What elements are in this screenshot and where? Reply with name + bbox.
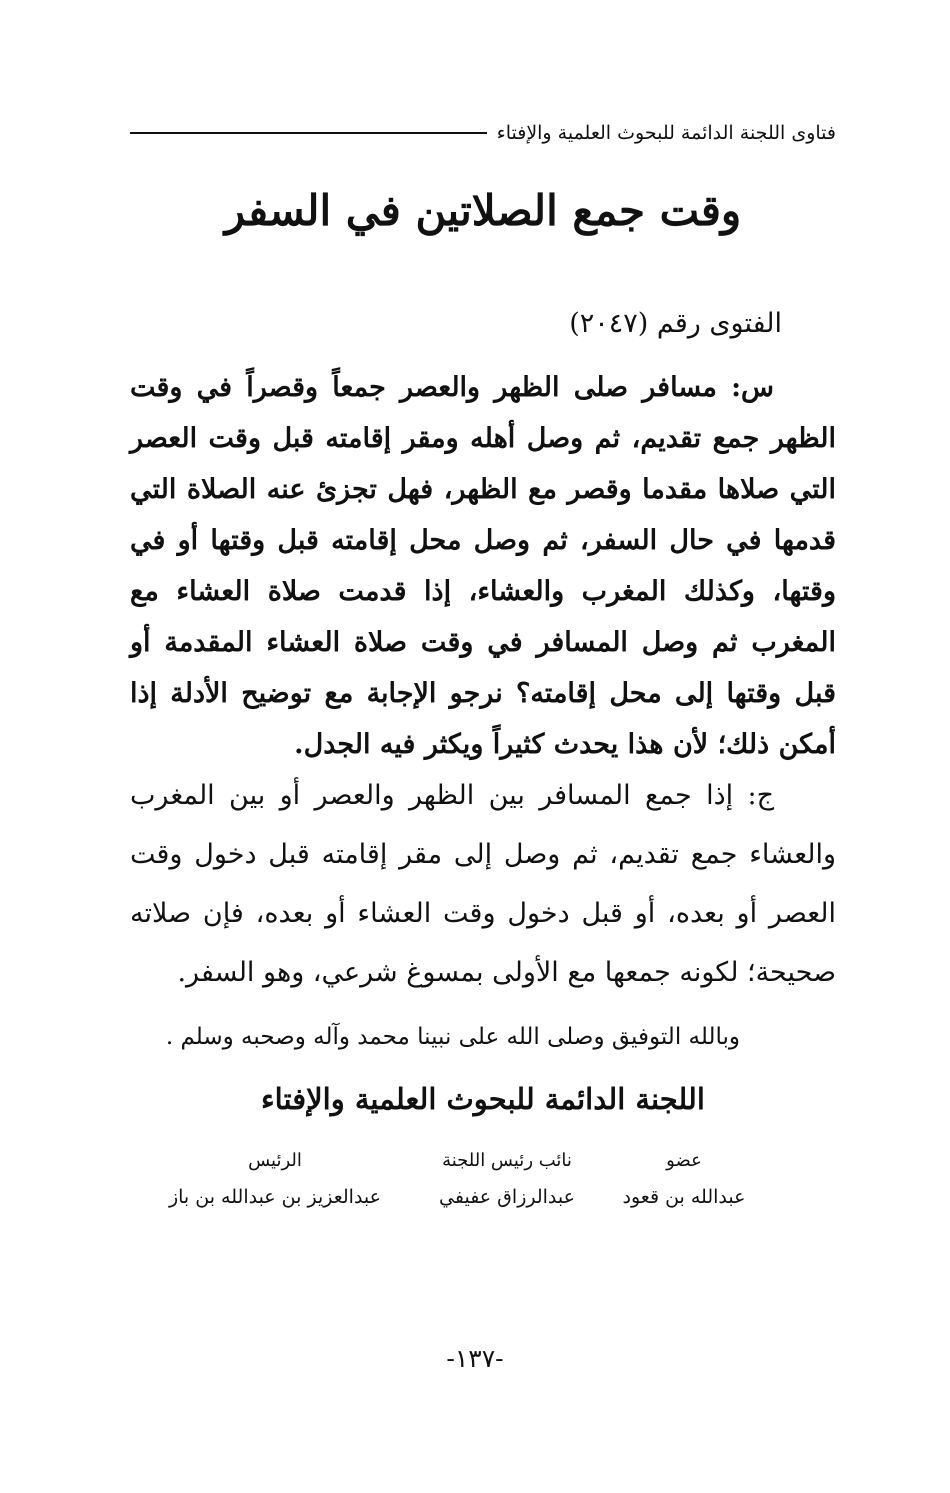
signatory-role: نائب رئيس اللجنة — [442, 1150, 572, 1171]
page-title: وقت جمع الصلاتين في السفر — [224, 186, 742, 235]
header-rule — [130, 132, 487, 134]
closing-line: وبالله التوفيق وصلى الله على نبينا محمد وآله وصحبه وسلم . — [165, 1024, 740, 1050]
signatory-chairman — [160, 1150, 390, 1208]
running-header-title: فتاوى اللجنة الدائمة للبحوث العلمية والإفتاء — [496, 122, 836, 144]
signatory-name: عبدالله بن قعود — [622, 1186, 746, 1208]
fatwa-number: الفتوى رقم (٢٠٤٧) — [569, 308, 782, 339]
page-number: -١٣٧- — [446, 1344, 504, 1373]
signatory-vice-chairman — [402, 1150, 612, 1208]
signatory-role: الرئيس — [248, 1150, 302, 1171]
committee-name: اللجنة الدائمة للبحوث العلمية والإفتاء — [261, 1082, 705, 1116]
running-header — [130, 118, 836, 148]
answer-paragraph: ج: إذا جمع المسافر بين الظهر والعصر أو بين المغرب والعشاء جمع تقديم، ثم وصل إلى مقر إقامته قبل دخول وقت العصر أو بعده، أو قبل دخول وقت العشاء أو بعده، فإن صلاته صحيحة؛ لكونه جمعها مع الأولى بمسوغ شرعي، وهو السفر. — [130, 780, 836, 988]
signatory-member — [596, 1150, 772, 1208]
question-paragraph: س: مسافر صلى الظهر والعصر جمعاً وقصراً في وقت الظهر جمع تقديم، ثم وصل أهله ومقر إقامته قبل وقت العصر التي صلاها مقدما وقصر مع الظهر، فهل تجزئ عنه الصلاة التي قدمها في حال السفر، ثم وصل محل إقامته قبل وقتها أو في وقتها، وكذلك المغرب والعشاء، إذا قدمت صلاة العشاء مع المغرب ثم وصل المسافر في وقت صلاة العشاء المقدمة أو قبل وقتها إلى محل إقامته؟ نرجو الإجابة مع توضيح الأدلة إذا أمكن ذلك؛ لأن هذا يحدث كثيراً ويكثر فيه الجدل. — [130, 372, 836, 760]
signatory-role: عضو — [666, 1150, 702, 1171]
signatory-name: عبدالرزاق عفيفي — [439, 1186, 575, 1208]
signatory-name: عبدالعزيز بن عبدالله بن باز — [168, 1186, 382, 1208]
